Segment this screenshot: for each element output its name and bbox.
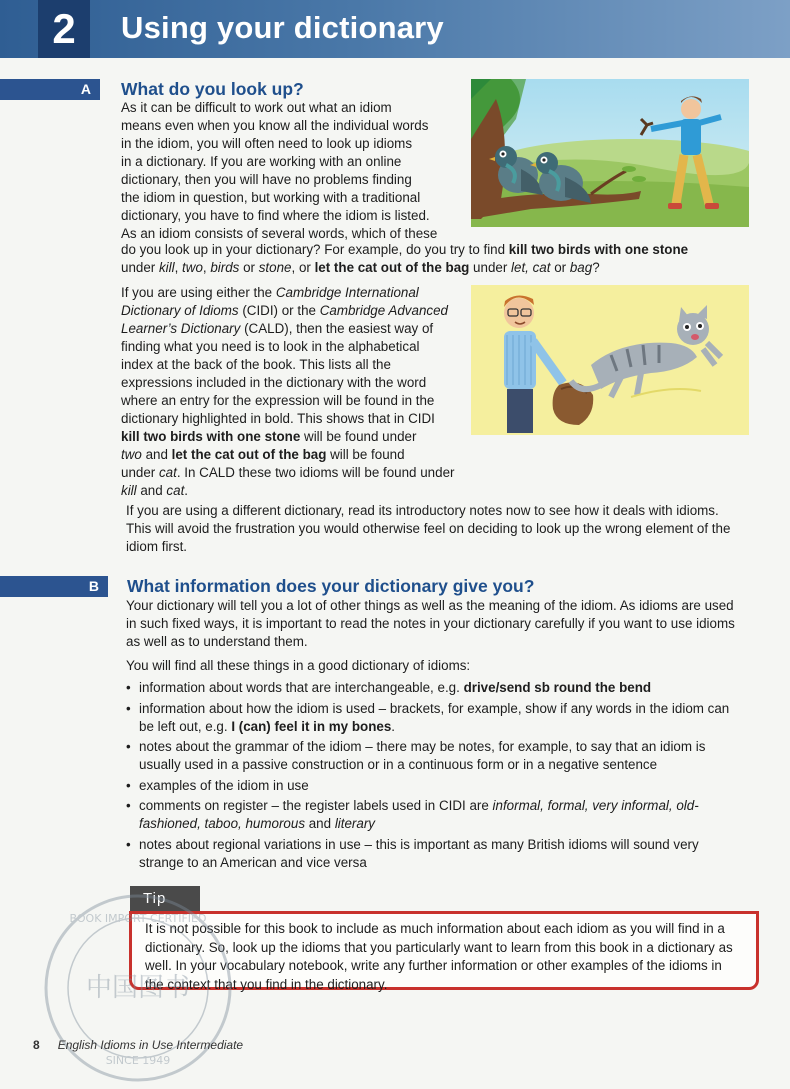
section-a-paragraph-1: As it can be difficult to work out what an idiom means even when you know all the individual words in the idiom, you will often need to look up idioms in a dictionary. If you are working with an online dictionary, then you will have no problems finding the idiom in question, but working with a traditional dictionary, you have to find where the idiom is listed. As an idiom consists of several words, which of these	[121, 100, 438, 241]
section-a-paragraph-2: If you are using either the Cambridge International Dictionary of Idioms (CIDI) or the Cambridge Advanced Learner’s Dictionary (CALD), then the easiest way of finding what you need is to look in the alphabetical index at the back of the book. This lists all the expressions included in the dictionary with the word where an entry for the expression will be found in the dictionary highlighted in bold. This shows that in CIDI kill two birds with one stone will be found under two and let the cat out of the bag will be found under cat. In CALD these two idioms will be found under kill and cat.	[121, 285, 455, 498]
dictionary-features-list	[126, 679, 742, 874]
illustration-cat-out-of-bag	[471, 285, 749, 435]
list-item: • information about how the idiom is used – brackets, for example, show if any words in the idiom can be left out, e.g. I (can) feel it in my bones.	[126, 700, 742, 736]
stamp-top-text: BOOK IMPORT CERTIFIED	[69, 912, 207, 925]
stamp-center-text: 中国图书	[85, 973, 191, 1003]
list-item: • examples of the idiom in use	[126, 777, 742, 795]
page-title: Using your dictionary	[121, 10, 444, 45]
list-item: • information about words that are interchangeable, e.g. drive/send sb round the bend	[126, 679, 742, 697]
stamp-bottom-text: SINCE 1949	[105, 1054, 171, 1067]
section-a-paragraph-1-line-9: do you look up in your dictionary? For example, do you try to find kill two birds with one stone	[121, 242, 689, 257]
book-title: English Idioms in Use Intermediate	[57, 1038, 244, 1052]
section-marker-a: A	[0, 79, 100, 100]
import-stamp-watermark	[38, 888, 238, 1088]
section-b-paragraph-1: Your dictionary will tell you a lot of other things as well as the meaning of the idiom. As idioms are used in such fixed ways, it is important to read the notes in your dictionary carefully if you want to use idioms as well as to understand them.	[126, 598, 735, 649]
section-a-paragraph-1-line-10: under kill, two, birds or stone, or let the cat out of the bag under let, cat or bag?	[121, 260, 600, 275]
section-b-heading: What information does your dictionary give you?	[127, 576, 535, 596]
section-a-paragraph-3: If you are using a different dictionary, read its introductory notes now to see how it deals with idioms. This will avoid the frustration you would otherwise feel on deciding to look up the wrong element of the idiom first.	[126, 503, 731, 554]
illustration-boy-slingshot-birds	[471, 79, 749, 227]
page-number: 8	[33, 1038, 40, 1052]
section-marker-b: B	[0, 576, 108, 597]
tip-text: It is not possible for this book to include as much information about each idiom as you will find in a dictionary. So, look up the idioms that you particularly want to learn from this book in a dictionary as well. In your vocabulary notebook, write any further information or other examples of the idioms in the context that you find in the dictionary.	[145, 921, 733, 992]
list-item: • notes about the grammar of the idiom – there may be notes, for example, to say that an idiom is usually used in a passive construction or in a continuous form or in a negative sentence	[126, 738, 742, 774]
section-a-heading: What do you look up?	[121, 79, 304, 99]
list-item: • notes about regional variations in use – this is important as many British idioms will sound very strange to an American and vice versa	[126, 836, 742, 872]
section-b-paragraph-2: You will find all these things in a good dictionary of idioms:	[126, 658, 471, 673]
page-footer	[33, 1038, 243, 1052]
list-item: • comments on register – the register labels used in CIDI are informal, formal, very informal, old-fashioned, taboo, humorous and literary	[126, 797, 742, 833]
unit-number: 2	[38, 0, 90, 58]
tip-label: Tip	[130, 886, 200, 911]
